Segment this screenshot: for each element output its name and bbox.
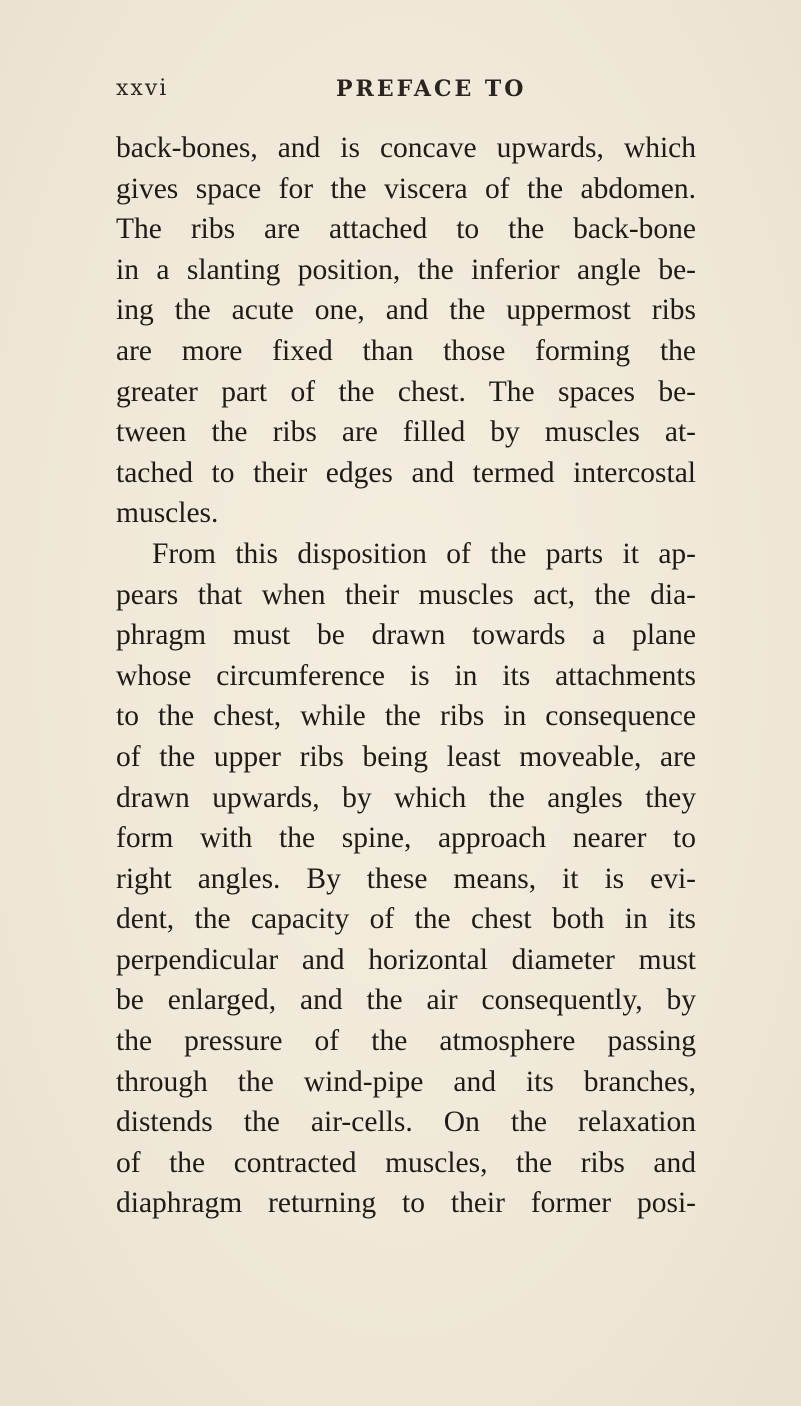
text-line: in a slanting position, the inferior angle be- [116,253,696,286]
text-line: of the contracted muscles, the ribs and [116,1146,696,1179]
text-line: dent, the capacity of the chest both in its [116,903,696,936]
text-line: the pressure of the atmosphere passing [116,1025,696,1058]
text-line: drawn upwards, by which the angles they [116,781,696,814]
text-line: perpendicular and horizontal diameter must [116,943,696,976]
text-line-paragraph-start: From this disposition of the parts it ap- [152,537,696,570]
text-line: are more fixed than those forming the [116,334,696,367]
running-title: PREFACE TO [336,76,527,102]
text-line: distends the air-cells. On the relaxation [116,1106,696,1139]
body-text [116,128,696,1224]
text-line: to the chest, while the ribs in consequence [116,700,696,733]
text-line: be enlarged, and the air consequently, by [116,984,696,1017]
text-line: diaphragm returning to their former posi- [116,1187,696,1220]
text-line: of the upper ribs being least moveable, are [116,740,696,773]
text-line: tached to their edges and termed intercostal [116,456,696,489]
text-line: form with the spine, approach nearer to [116,822,696,855]
text-line: greater part of the chest. The spaces be- [116,375,696,408]
text-line: through the wind-pipe and its branches, [116,1065,696,1098]
text-line: back-bones, and is concave upwards, which [116,132,696,164]
text-line: The ribs are attached to the back-bone [116,213,696,246]
text-line: pears that when their muscles act, the dia- [116,578,696,611]
page-number: xxvi [116,76,169,101]
text-line: gives space for the viscera of the abdomen. [116,172,696,205]
running-head [116,76,696,116]
text-line: tween the ribs are filled by muscles at- [116,416,696,449]
text-line: muscles. [116,497,219,530]
text-line: ing the acute one, and the uppermost ribs [116,294,696,327]
text-line: phragm must be drawn towards a plane [116,619,696,652]
text-line: right angles. By these means, it is evi- [116,862,696,895]
text-line: whose circumference is in its attachments [116,659,696,692]
